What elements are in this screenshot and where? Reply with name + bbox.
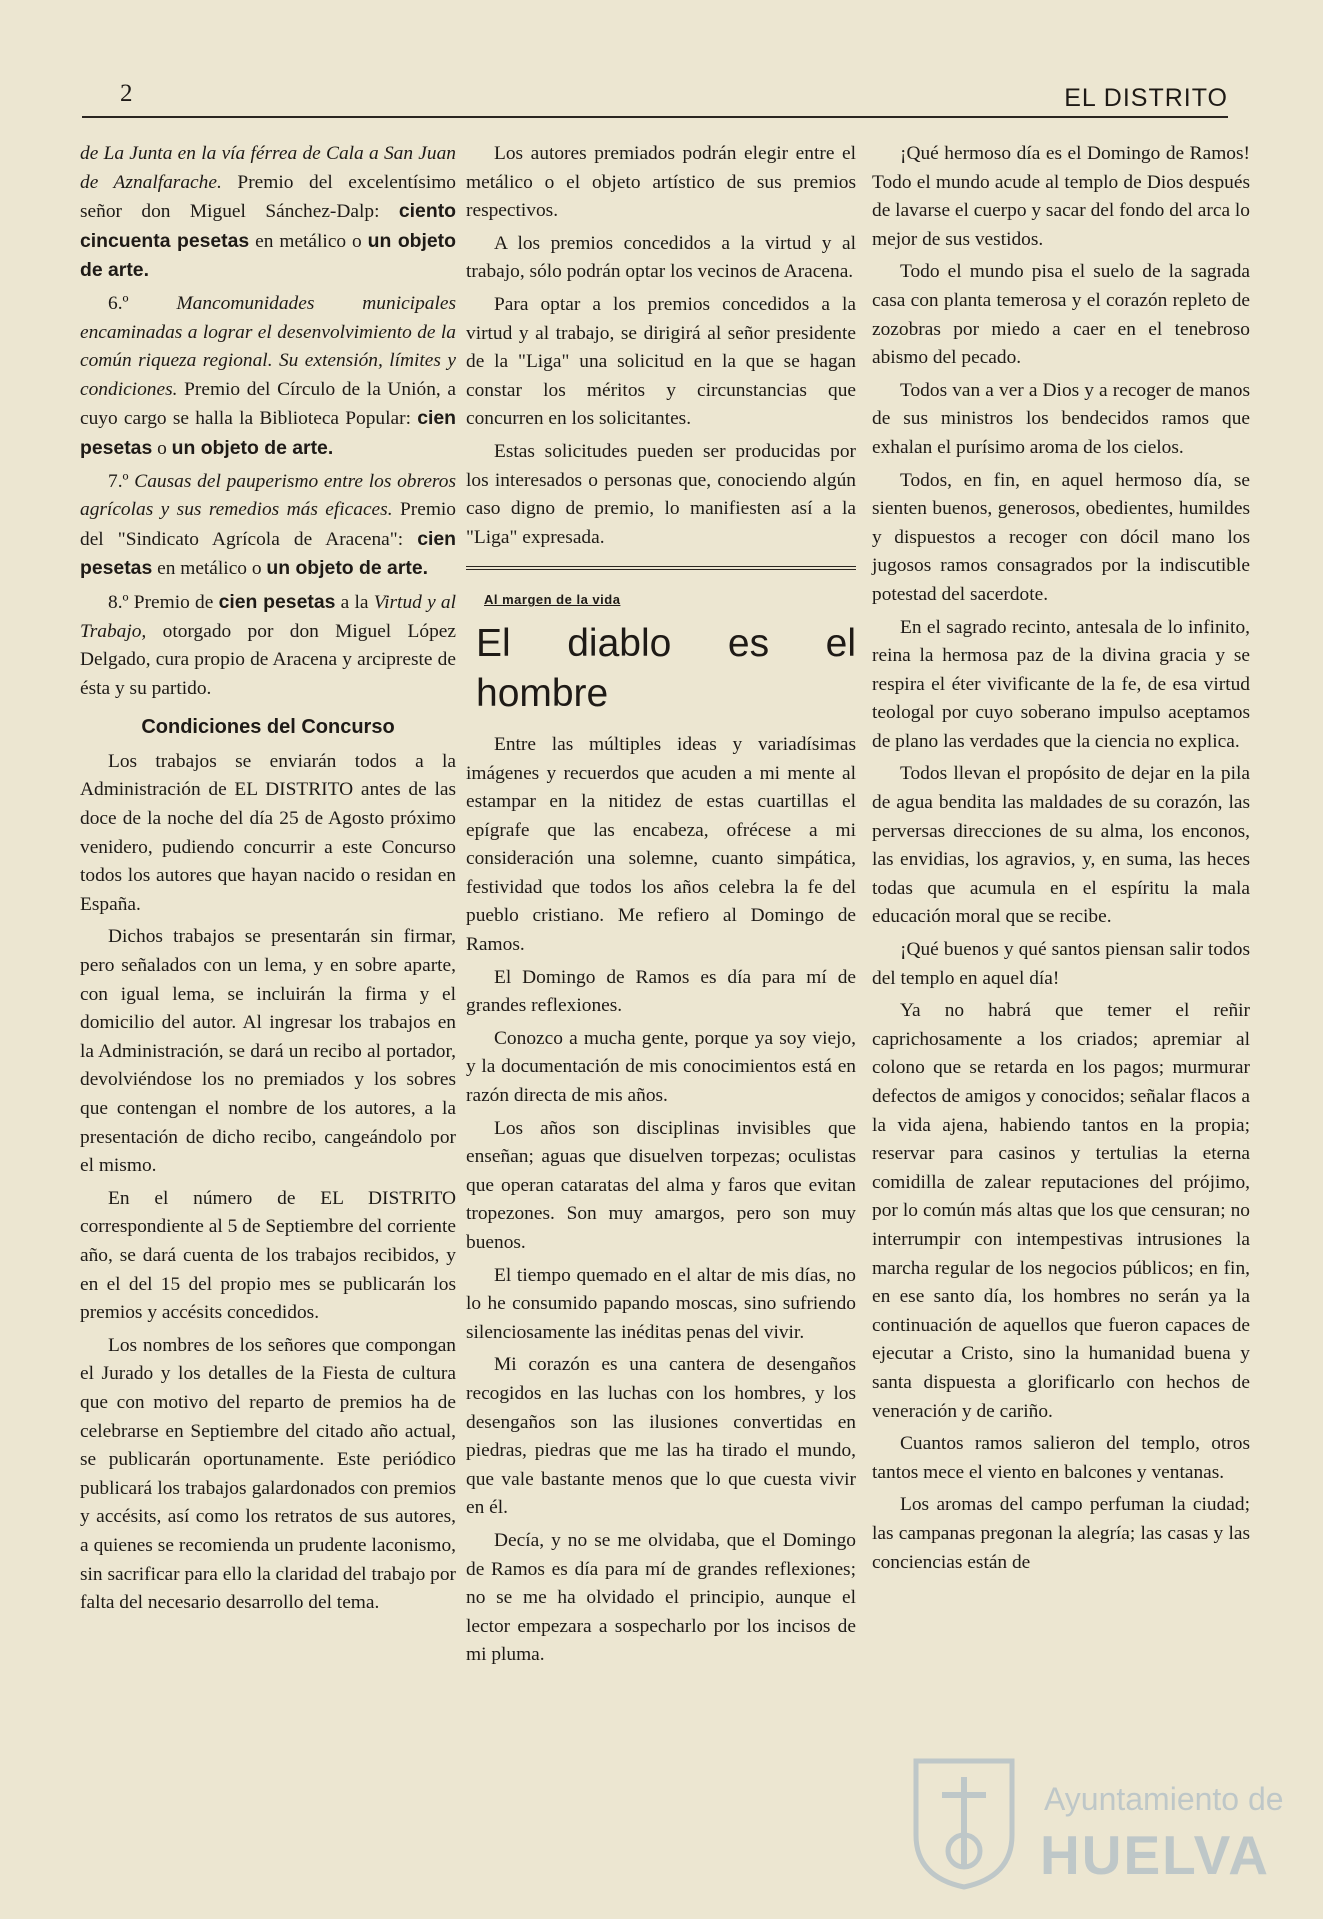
paragraph: En el número de EL DISTRITO correspondiente al 5 de Septiembre del corriente año, se dará cuenta de los trabajos recibidos, y en el del 15 del propio mes se publicarán los premios y accésits concedidos. [80, 1187, 456, 1324]
paragraph: Todos van a ver a Dios y a recoger de manos de sus ministros los bendecidos ramos que exhalan el purísimo aroma de los cielos. [872, 379, 1250, 458]
section-title: Condiciones del Concurso [141, 716, 395, 739]
article-headline: El diablo es el hombre [476, 621, 856, 715]
column-left [80, 140, 456, 1618]
paragraph: Conozco a mucha gente, porque ya soy viejo, y la documentación de mis conocimientos está en razón directa de mis años. [466, 1027, 856, 1107]
prize-5-paragraph: de La Junta en la vía férrea de Cala a San Juan de Aznalfarache. Premio del excelentísimo señor don Miguel Sánchez-Dalp: ciento cincuenta pesetas en metálico o un objeto de arte. [80, 143, 456, 282]
paragraph: Todos, en fin, en aquel hermoso día, se sienten buenos, generosos, obedientes, humildes y dispuestos a recoger con dócil mano los jugosos ramos consagrados por la indiscutible potestad del sacerdote. [872, 469, 1250, 605]
paragraph: El Domingo de Ramos es día para mí de grandes reflexiones. [466, 966, 856, 1017]
paragraph: El tiempo quemado en el altar de mis días, no lo he consumido papando moscas, sino sufriendo silenciosamente las inéditas penas del vivir. [466, 1264, 856, 1343]
paragraph: Para optar a los premios concedidos a la virtud y al trabajo, se dirigirá al señor presidente de la "Liga" una solicitud en la que se hagan constar los méritos y circunstancias que concurren en los solicitantes. [466, 293, 856, 430]
prize-6-paragraph: 6.º Mancomunidades municipales encaminadas a lograr el desenvolvimiento de la común riqueza regional. Su extensión, límites y condiciones. Premio del Círculo de la Unión, a cuyo cargo se halla la Biblioteca Popular: cien pesetas o un objeto de arte. [80, 292, 457, 459]
prize-7-paragraph: 7.º Causas del pauperismo entre los obreros agrícolas y sus remedios más eficaces. Premio del "Sindicato Agrícola de Aracena": cien pesetas en metálico o un objeto de arte. [80, 470, 456, 580]
section-divider [466, 566, 856, 570]
page-number: 2 [120, 80, 133, 107]
archive-watermark [910, 1755, 1284, 1895]
watermark-line1: Ayuntamiento de [1044, 1781, 1284, 1817]
prize-8-paragraph: 8.º Premio de cien pesetas a la Virtud y al Trabajo, otorgado por don Miguel López Delgado, cura propio de Aracena y arcipreste de ésta y su partido. [80, 590, 456, 699]
paragraph: ¡Qué buenos y qué santos piensan salir todos del templo en aquel día! [872, 939, 1250, 989]
paragraph: Todos llevan el propósito de dejar en la pila de agua bendita las maldades de su corazón, las perversas direcciones de su alma, los enconos, las envidias, los agravios, y, en suma, las heces todas que acumula en el espíritu la mala educación moral que se recibe. [872, 763, 1250, 928]
coat-of-arms-icon [910, 1755, 1018, 1891]
paragraph: Dichos trabajos se presentarán sin firmar, pero señalados con un lema, y en sobre aparte, con igual lema, se incluirán la firma y el domicilio del autor. Al ingresar los trabajos en la Administración, se dará un recibo al portador, devolviéndose los no premiados y los sobres que contengan el nombre de los autores, a la presentación de dicho recibo, cangeándolo por el mismo. [80, 926, 456, 1177]
column-middle [466, 140, 856, 1670]
paragraph: Los años son disciplinas invisibles que enseñan; aguas que disuelven torpezas; oculistas que operan cataratas del alma y faros que evitan tropezones. Son muy amargos, pero son muy buenos. [466, 1117, 856, 1253]
paragraph: Estas solicitudes pueden ser producidas por los interesados o personas que, conociendo algún caso digno de premio, lo manifiesten así a la "Liga" expresada. [466, 440, 856, 548]
watermark-line2: HUELVA [1040, 1824, 1270, 1886]
paragraph: Entre las múltiples ideas y variadísimas imágenes y recuerdos que acuden a mi mente al estampar en la nitidez de estas cuartillas el epígrafe que las encabeza, ofrécese a mi consideración una solemne, cuanto simpática, festividad que todos los años celebra la fe del pueblo cristiano. Me refiero al Domingo de Ramos. [466, 733, 856, 956]
paragraph: En el sagrado recinto, antesala de lo infinito, reina la hermosa paz de la divina gracia y se respira el éter vivificante de la fe, de esa virtud teologal por cuyo soberano impulso aceptamos de plano las verdades que la ciencia no explica. [872, 616, 1250, 752]
newspaper-title: EL DISTRITO [1064, 84, 1228, 112]
paragraph: Los autores premiados podrán elegir entre el metálico o el objeto artístico de sus premios respectivos. [466, 143, 856, 222]
paragraph: Mi corazón es una cantera de desengaños recogidos en las luchas con los hombres, y los desengaños son las ilusiones convertidas en piedras, piedras que me las ha tirado el mundo, que vale bastante menos que lo que cuesta vivir en él. [466, 1354, 856, 1519]
paragraph: Ya no habrá que temer el reñir caprichosamente a los criados; apremiar al colono que se retarda en los pagos; murmurar defectos de amigos y conocidos; señalar flacos a la vida ajena, habiendo tantos en la propia; reservar para casinos y tertulias la eterna comidilla de zalear reputaciones del prójimo, por lo común más altas que los que censuran; no interrumpir con intempestivas intrusiones la marcha regular de los negocios públicos; en fin, en ese santo día, los hombres no serán ya la continuación de aquellos que fueron capaces de ejecutar a Cristo, sino la humanidad buena y santa dispuesta a glorificarlo con hechos de veneración y de cariño. [872, 1000, 1250, 1422]
paragraph: Todo el mundo pisa el suelo de la sagrada casa con planta temerosa y el corazón repleto de zozobras por miedo a caer en el tenebroso abismo del pecado. [872, 261, 1250, 369]
paragraph: ¡Qué hermoso día es el Domingo de Ramos! Todo el mundo acude al templo de Dios después de lavarse el cuerpo y sacar del fondo del arca lo mejor de sus vestidos. [872, 143, 1250, 250]
paragraph: Decía, y no se me olvidaba, que el Domingo de Ramos es día para mí de grandes reflexiones; no se me ha olvidado el principio, aunque el lector empezara a sospecharlo por los incisos de mi pluma. [466, 1529, 856, 1666]
page-header [82, 80, 1228, 118]
paragraph: A los premios concedidos a la virtud y al trabajo, sólo podrán optar los vecinos de Aracena. [466, 232, 856, 283]
paragraph: Cuantos ramos salieron del templo, otros tantos mece el viento en balcones y ventanas. [872, 1433, 1250, 1483]
paragraph: Los nombres de los señores que compongan el Jurado y los detalles de la Fiesta de cultura que con motivo del reparto de premios ha de celebrarse en Septiembre del citado año actual, se publicarán oportunamente. Este periódico publicará los trabajos galardonados con premios y accésits, así como los retratos de sus autores, a quienes se recomienda un prudente laconismo, sin sacrificar para ello la claridad del trabajo por falta del necesario desarrollo del tema. [80, 1334, 456, 1614]
column-right [872, 140, 1250, 1577]
article-kicker: Al margen de la vida [484, 592, 621, 608]
paragraph: Los aromas del campo perfuman la ciudad; las campanas pregonan la alegría; las casas y las conciencias están de [872, 1494, 1250, 1573]
paragraph: Los trabajos se enviarán todos a la Administración de EL DISTRITO antes de las doce de la noche del día 25 de Agosto próximo venidero, pudiendo concurrir a este Concurso todos los autores que hayan nacido o residan en España. [80, 750, 456, 915]
